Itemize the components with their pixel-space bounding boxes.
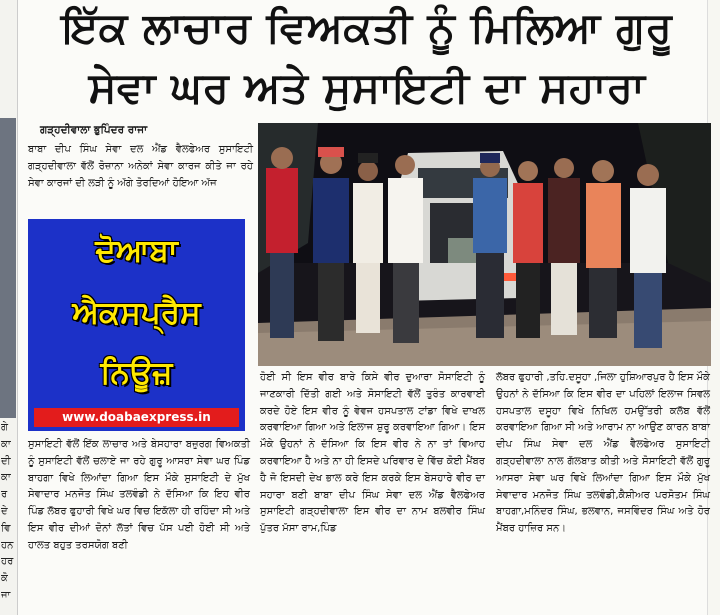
headline-line-2: ਸੇਵਾ ਘਰ ਅਤੇ ਸੁਸਾਇਟੀ ਦਾ ਸਹਾਰਾ [88,63,646,112]
article-column-1: ਸੁਸਾਇਟੀ ਵੱਲੋਂ ਇੱਕ ਲਾਚਾਰ ਅਤੇ ਬੇਸਹਾਰਾ ਬਜ਼ੁਰਗ ਵਿਅਕਤੀ ਨੂੰ ਸੁਸਾਇਟੀ ਵੱਲੋਂ ਚਲਾਏ ਜਾ ਰਹੇ ਗੁਰੂ ਆਸਰਾ ਸੇਵਾ ਘਰ ਪਿੰਡ ਬਾਹਗਾ ਵਿਖੇ ਲਿਆਂਦਾ ਗਿਆ ਇਸ ਮੌਕੇ ਸੁਸਾਇਟੀ ਦੇ ਮੁੱਖ ਸੇਵਾਦਾਰ ਮਨਜੋਤ ਸਿੰਘ ਤਲਵੰਡੀ ਨੇ ਦੱਸਿਆ ਕਿ ਇਹ ਵੀਰ ਪਿੰਡ ਲੱਬਰ ਫੁਹਾਰੀ ਵਿਖੇ ਘਰ ਵਿਚ ਇਕੱਲਾ ਹੀ ਰਹਿੰਦਾ ਸੀ ਅਤੇ ਇਸ ਵੀਰ ਦੀਆਂ ਦੋਨਾਂ ਲੱਤਾਂ ਵਿਚ ਪੱਸ ਪਈ ਹੋਈ ਸੀ ਅਤੇ ਹਾਲਤ ਬਹੁਤ ਤਰਸਯੋਗ ਬਣੀ [28,439,250,551]
adjacent-article-edge [0,0,18,615]
article-column-3: ਲੱਬਰ ਫੁਹਾਰੀ ,ਤਹਿ.ਦਸੂਹਾ ,ਜਿਲਾ ਹੁਸ਼ਿਆਰਪੁਰ ਹੈ ਇਸ ਮੌਕੇ ਉਹਨਾਂ ਨੇ ਦੱਸਿਆ ਕਿ ਇਸ ਵੀਰ ਦਾ ਪਹਿਲਾਂ ਇਲਾਜ ਸਿਵਲ ਹਸਪਤਾਲ ਦਸੂਹਾ ਵਿਖੇ ਨਿਖਿਲ ਹਮਉੱਤਰੀ ਕਲੱਬ ਵੱਲੋਂ ਕਰਵਾਇਆ ਗਿਆ ਸੀ ਅਤੇ ਆਰਾਮ ਨਾ ਆਉਣ ਕਾਰਨ ਬਾਬਾ ਦੀਪ ਸਿੰਘ ਸੇਵਾ ਦਲ ਐਂਡ ਵੈਲਫੇਅਰ ਸੁਸਾਇਟੀ ਗੜ੍ਹਦੀਵਾਲਾ ਨਾਲ ਗੱਲਬਾਤ ਕੀਤੀ ਅਤੇ ਸੋਸਾਇਟੀ ਵੱਲੋਂ ਗੁਰੂ ਆਸਰਾ ਸੇਵਾ ਘਰ ਵਿਖੇ ਲਿਆਂਦਾ ਗਿਆ ਇਸ ਮੌਕੇ ਮੁੱਖ ਸੇਵਾਦਾਰ ਮਨਜੋਤ ਸਿੰਘ ਤਲਵੰਡੀ,ਕੈਸ਼ੀਅਰ ਪਰਸੋਤਮ ਸਿੰਘ ਬਾਹਗਾ,ਮਨਿੰਦਰ ਸਿੰਘ, ਭਲਵਾਨ, ਜਸਵਿੰਦਰ ਸਿੰਘ ਅਤੇ ਹੋਰ ਮੈਂਬਰ ਹਾਜ਼ਿਰ ਸਨ। [496,372,710,535]
article-intro: ਬਾਬਾ ਦੀਪ ਸਿੰਘ ਸੇਵਾ ਦਲ ਐਂਡ ਵੈਲਫੇਅਰ ਸੁਸਾਇਟੀ ਗੜ੍ਹਦੀਵਾਲਾ ਵੱਲੋਂ ਰੋਜ਼ਾਨਾ ਅਨੇਕਾਂ ਸੇਵਾ ਕਾਰਜ ਕੀਤੇ ਜਾ ਰਹੇ ਸੇਵਾ ਕਾਰਜਾਂ ਦੀ ਲੜੀ ਨੂੰ ਅੱਗੇ ਤੋਰਦਿਆਂ ਹੋਇਆ ਅੱਜ [28,144,253,189]
advertisement-box[interactable] [28,219,245,431]
news-photo [258,123,711,366]
article-column-2: ਹੋਈ ਸੀ ਇਸ ਵੀਰ ਬਾਰੇ ਕਿਸੇ ਵੀਰ ਦੁਆਰਾ ਸੋਸਾਇਟੀ ਨੂੰ ਜਾਣਕਾਰੀ ਦਿੱਤੀ ਗਈ ਅਤੇ ਸੋਸਾਇਟੀ ਵੱਲੋਂ ਤੁਰੰਤ ਕਾਰਵਾਈ ਕਰਦੇ ਹੋਏ ਇਸ ਵੀਰ ਨੂੰ ਵੇਵਜ ਹਸਪਤਾਲ ਟਾਂਡਾ ਵਿਖੇ ਦਾਖਲ ਕਰਵਾਇਆ ਗਿਆ ਅਤੇ ਇਲਾਜ ਸ਼ੁਰੂ ਕਰਵਾਇਆ ਗਿਆ। ਇਸ ਮੌਕੇ ਉਹਨਾਂ ਨੇ ਦੱਸਿਆ ਕਿ ਇਸ ਵੀਰ ਨੇ ਨਾ ਤਾਂ ਵਿਆਹ ਕਰਵਾਇਆ ਹੈ ਅਤੇ ਨਾ ਹੀ ਇਸਦੇ ਪਰਿਵਾਰ ਦੇ ਵਿੱਚ ਕੋਈ ਮੈਂਬਰ ਹੈ ਜੋ ਇਸਦੀ ਦੇਖ ਭਾਲ ਕਰੇ ਇਸ ਕਰਕੇ ਇਸ ਬੇਸਹਾਰੇ ਵੀਰ ਦਾ ਸਹਾਰਾ ਬਣੀ ਬਾਬਾ ਦੀਪ ਸਿੰਘ ਸੇਵਾ ਦਲ ਐਂਡ ਵੈਲਫੇਅਰ ਸੁਸਾਇਟੀ ਗੜ੍ਹਦੀਵਾਲਾ ਇਸ ਵੀਰ ਦਾ ਨਾਮ ਬਲਵੀਰ ਸਿੰਘ ਪੁੱਤਰ ਮੱਸਾ ਰਾਮ,ਪਿੰਡ [260,372,485,535]
adjacent-photo-edge [0,118,16,418]
headline-line-1: ਇੱਕ ਲਾਚਾਰ ਵਿਅਕਤੀ ਨੂੰ ਮਿਲਿਆ ਗੁਰੂ [61,3,673,52]
byline: ਗੜ੍ਹਦੀਵਾਲਾ ਭੁਪਿੰਦਰ ਰਾਜਾ [40,124,148,136]
adjacent-text-fragments: ਗੇ ਕਾ ਦੀ ਕਾ ਰ ਦੇ ਵਿ ਹਨ ਹਰ ਕੋ ਜਾ [1,422,14,601]
ad-url-link[interactable]: www.doabaexpress.in [34,408,239,427]
ad-title-line-2: ਐਕਸਪ੍ਰੈਸ [72,295,201,331]
ad-title-line-1: ਦੋਆਬਾ [95,233,178,269]
group-photo-illustration [258,123,711,366]
ad-title-line-3: ਨਿਊਜ਼ [100,355,173,391]
